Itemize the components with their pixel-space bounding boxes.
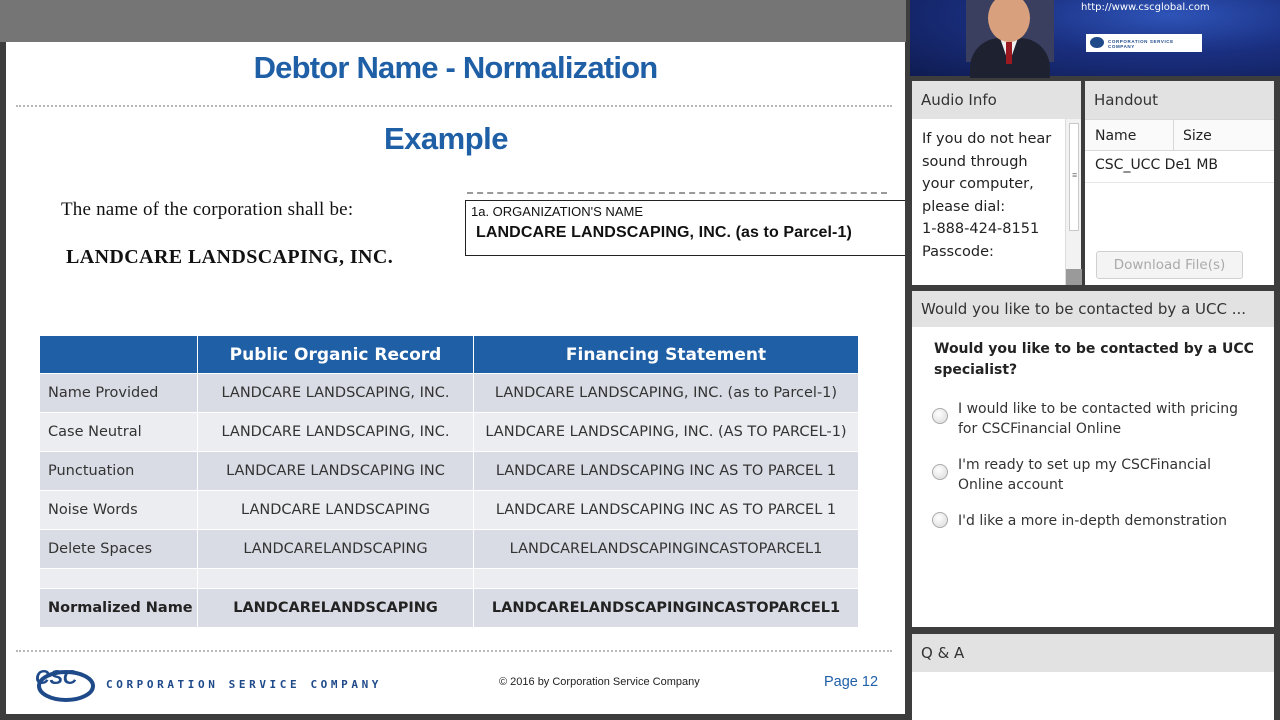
column-divider: [1173, 120, 1174, 151]
file-name: CSC_UCC De: [1095, 157, 1185, 173]
audio-line: If you do not hear: [922, 131, 1052, 147]
audio-info-title: Audio Info: [912, 81, 1081, 119]
handout-panel: [1085, 81, 1274, 285]
public-record-cell: LANDCARELANDSCAPING: [198, 588, 474, 627]
table-row: [40, 412, 859, 451]
presenter-video[interactable]: [910, 0, 1280, 76]
row-label: Normalized Name: [40, 588, 198, 627]
audio-scrollbar[interactable]: [1065, 119, 1081, 285]
radio-button[interactable]: [932, 408, 948, 424]
poll-option-label: I'd like a more in-depth demonstration: [958, 513, 1228, 529]
poll-option-label: I'm ready to set up my CSCFinancial Online account: [958, 457, 1212, 493]
table-header-financing-statement: Financing Statement: [474, 336, 859, 373]
csc-logo-icon: [32, 662, 94, 704]
slide-subtitle: Example: [383, 121, 508, 156]
financing-statement-cell: LANDCARE LANDSCAPING, INC. (as to Parcel-1): [474, 373, 859, 412]
poll-option-label: I would like to be contacted with pricing for CSCFinancial Online: [958, 401, 1238, 437]
slide-top-bar: [0, 0, 906, 42]
handout-title: Handout: [1085, 81, 1274, 119]
table-row: [40, 373, 859, 412]
presenter-image: [966, 0, 1054, 62]
spacer-cell: [198, 568, 474, 588]
copyright-text: © 2016 by Corporation Service Company: [499, 676, 700, 688]
video-url: http://www.cscglobal.com: [1081, 2, 1210, 13]
audio-line: your computer,: [922, 176, 1034, 192]
table-header-blank: [40, 336, 198, 373]
video-logo-icon: [1090, 37, 1104, 48]
poll-title: Would you like to be contacted by a UCC ...: [912, 291, 1274, 327]
scroll-track[interactable]: [1066, 269, 1082, 285]
financing-statement-cell: LANDCARE LANDSCAPING INC AS TO PARCEL 1: [474, 490, 859, 529]
handout-file-row[interactable]: [1085, 151, 1274, 183]
table-header-row: [40, 336, 859, 373]
table-row: [40, 529, 859, 568]
column-name[interactable]: Name: [1095, 128, 1137, 144]
row-label: Case Neutral: [40, 412, 198, 451]
poll-panel: [912, 291, 1274, 627]
financing-form-excerpt: [461, 190, 891, 270]
row-label: Delete Spaces: [40, 529, 198, 568]
audio-phone: 1-888-424-8151: [922, 221, 1040, 237]
public-record-cell: LANDCARE LANDSCAPING, INC.: [198, 373, 474, 412]
financing-statement-cell: LANDCARE LANDSCAPING, INC. (AS TO PARCEL-1): [474, 412, 859, 451]
public-record-cell: LANDCARE LANDSCAPING INC: [198, 451, 474, 490]
public-record-cell: LANDCARELANDSCAPING: [198, 529, 474, 568]
form-scrap-edge: [467, 192, 887, 196]
spacer-cell: [40, 568, 198, 588]
page-number: Page 12: [824, 674, 879, 690]
articles-excerpt-line: The name of the corporation shall be:: [61, 199, 354, 220]
row-label: Noise Words: [40, 490, 198, 529]
articles-excerpt-name: LANDCARE LANDSCAPING, INC.: [66, 246, 394, 268]
qa-title: Q & A: [912, 634, 1274, 672]
logo-mark: CSC: [35, 667, 78, 689]
form-field-label: 1a. ORGANIZATION'S NAME: [471, 204, 643, 219]
presentation-slide: [6, 42, 905, 714]
scroll-thumb[interactable]: [1069, 123, 1079, 231]
table-header-public-record: Public Organic Record: [198, 336, 474, 373]
handout-table-header: [1085, 119, 1274, 151]
table-row: [40, 451, 859, 490]
spacer-cell: [474, 568, 859, 588]
audio-line: sound through: [922, 153, 1028, 170]
table-row: [40, 490, 859, 529]
file-size: 1 MB: [1183, 157, 1219, 173]
company-name: CORPORATION SERVICE COMPANY: [106, 678, 383, 691]
audio-line: Passcode:: [922, 243, 994, 260]
radio-button[interactable]: [932, 512, 948, 528]
financing-statement-cell: LANDCARELANDSCAPINGINCASTOPARCEL1: [474, 588, 859, 627]
slide-title: Debtor Name - Normalization: [253, 50, 658, 85]
table-spacer-row: [40, 568, 859, 588]
download-files-button[interactable]: Download File(s): [1096, 251, 1243, 279]
public-record-cell: LANDCARE LANDSCAPING: [198, 490, 474, 529]
form-field-box: [465, 200, 905, 256]
title-divider: [16, 105, 892, 107]
financing-statement-cell: LANDCARELANDSCAPINGINCASTOPARCEL1: [474, 529, 859, 568]
grip-icon: ≡: [1072, 170, 1078, 180]
normalization-table: [40, 336, 859, 627]
financing-statement-cell: LANDCARE LANDSCAPING INC AS TO PARCEL 1: [474, 451, 859, 490]
radio-button[interactable]: [932, 464, 948, 480]
audio-info-text: [922, 128, 1062, 263]
audio-info-panel: [912, 81, 1081, 285]
form-field-value: LANDCARE LANDSCAPING, INC. (as to Parcel-1): [476, 224, 852, 241]
row-label: Name Provided: [40, 373, 198, 412]
poll-question: Would you like to be contacted by a UCC specialist?: [934, 341, 1254, 378]
normalized-row: [40, 588, 859, 627]
footer-divider: [16, 650, 892, 652]
qa-panel: [912, 634, 1274, 720]
public-record-cell: LANDCARE LANDSCAPING, INC.: [198, 412, 474, 451]
video-logo: [1086, 34, 1202, 52]
audio-line: please dial:: [922, 198, 1006, 215]
column-size[interactable]: Size: [1183, 128, 1212, 144]
video-logo-text: CORPORATION SERVICE COMPANY: [1108, 39, 1174, 49]
row-label: Punctuation: [40, 451, 198, 490]
